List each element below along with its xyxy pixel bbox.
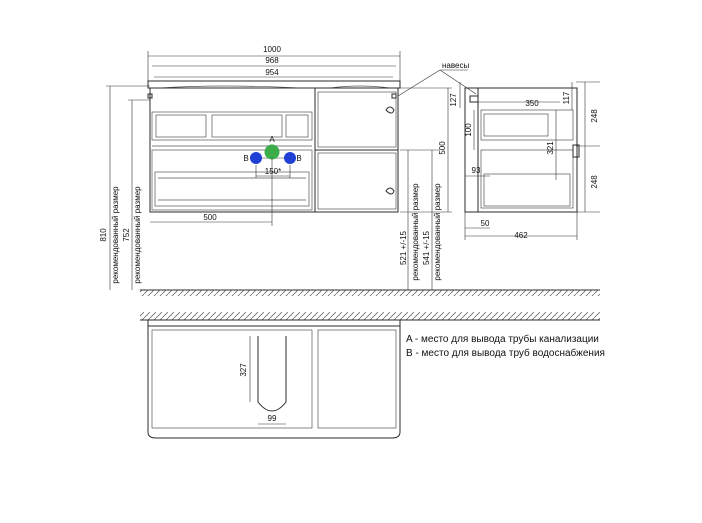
- drain-point-a: [265, 145, 280, 160]
- dim-521-label: 521 +/-15: [399, 230, 408, 266]
- dim-117-label: 117: [562, 91, 571, 105]
- front-view: [99, 45, 600, 296]
- dim-1000-label: 1000: [263, 45, 281, 54]
- point-b-right-label: B: [296, 154, 302, 163]
- height-500-label: 500: [438, 141, 447, 155]
- dim-954-label: 954: [265, 68, 279, 77]
- dim-127-label: 127: [449, 93, 458, 107]
- recommended-size-left-2: рекомендованный размер: [133, 186, 142, 284]
- recommended-size-right-2: рекомендованный размер: [433, 183, 442, 281]
- dim-248-bottom-label: 248: [590, 175, 599, 189]
- hinges-label: навесы: [442, 61, 470, 70]
- dim-93-label: 93: [471, 166, 481, 175]
- point-b-left-label: B: [243, 154, 249, 163]
- point-a-label: A: [269, 135, 275, 144]
- dim-50-label: 50: [480, 219, 490, 228]
- height-810-label: 810: [99, 228, 108, 242]
- side-view: [449, 82, 600, 240]
- dim-321-label: 321: [546, 141, 555, 155]
- dim-968-label: 968: [265, 56, 279, 65]
- dim-248-top-label: 248: [590, 109, 599, 123]
- legend: [406, 333, 605, 359]
- dim-327-label: 327: [239, 363, 248, 377]
- dim-350-label: 350: [525, 99, 539, 108]
- dim-99-label: 99: [267, 414, 277, 423]
- dim-150-label: 150*: [264, 167, 282, 176]
- height-752-label: 752: [122, 228, 131, 242]
- water-point-b-left: [250, 152, 262, 164]
- plan-view: [140, 312, 600, 438]
- dim-500-offset-label: 500: [203, 213, 217, 222]
- recommended-size-right-1: рекомендованный размер: [411, 183, 420, 281]
- water-point-b-right: [284, 152, 296, 164]
- recommended-size-left-1: рекомендованный размер: [111, 186, 120, 284]
- dim-541-label: 541 +/-15: [422, 230, 431, 266]
- dim-462-label: 462: [514, 231, 528, 240]
- legend-b-text: B - место для вывода труб водоснабжения: [406, 348, 605, 359]
- dim-100-label: 100: [464, 123, 473, 137]
- legend-a-text: A - место для вывода трубы канализации: [406, 334, 599, 345]
